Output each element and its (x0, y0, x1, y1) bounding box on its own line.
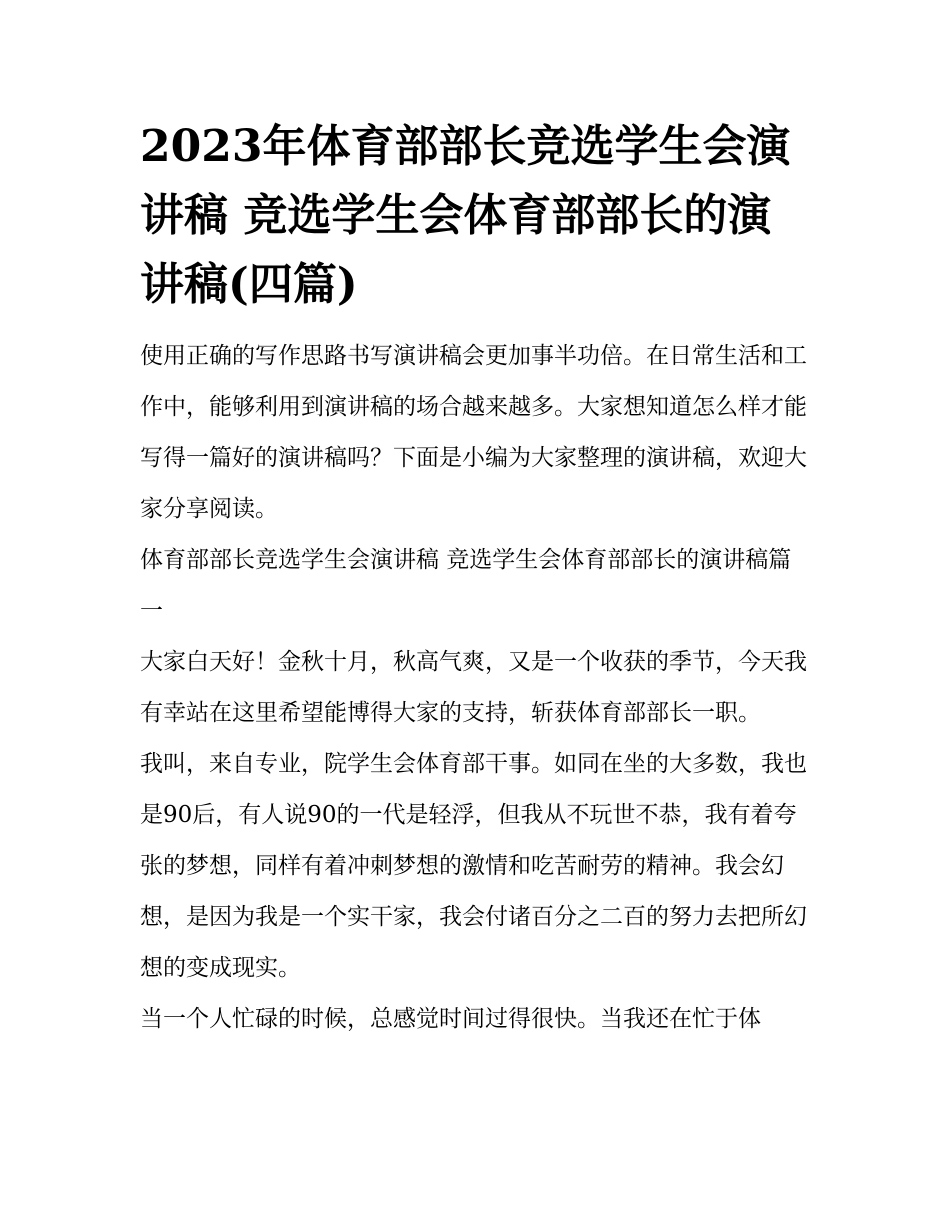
section-heading: 体育部部长竞选学生会演讲稿 竞选学生会体育部部长的演讲稿篇一 (140, 547, 792, 624)
document-page (140, 112, 812, 1045)
body-paragraph: 当一个人忙碌的时候，总感觉时间过得很快。当我还在忙于体 (140, 1006, 761, 1032)
intro-paragraph: 使用正确的写作思路书写演讲稿会更加事半功倍。在日常生活和工作中，能够利用到演讲稿的场合越来越多。大家想知道怎么样才能写得一篇好的演讲稿吗？下面是小编为大家整理的演讲稿，欢迎大家分享阅读。 (140, 343, 807, 522)
body-paragraph: 大家白天好！金秋十月，秋高气爽，又是一个收获的季节，今天我有幸站在这里希望能博得大家的支持，斩获体育部部长一职。 (140, 649, 807, 726)
document-title: 2023年体育部部长竞选学生会演讲稿 竞选学生会体育部部长的演讲稿(四篇) (140, 121, 791, 310)
body-paragraph: 我叫，来自专业，院学生会体育部干事。如同在坐的大多数，我也是90后，有人说90的一代是轻浮，但我从不玩世不恭，我有着夸张的梦想，同样有着冲刺梦想的激情和吃苦耐劳的精神。我会幻想，是因为我是一个实干家，我会付诸百分之二百的努力去把所幻想的变成现实。 (140, 751, 807, 981)
